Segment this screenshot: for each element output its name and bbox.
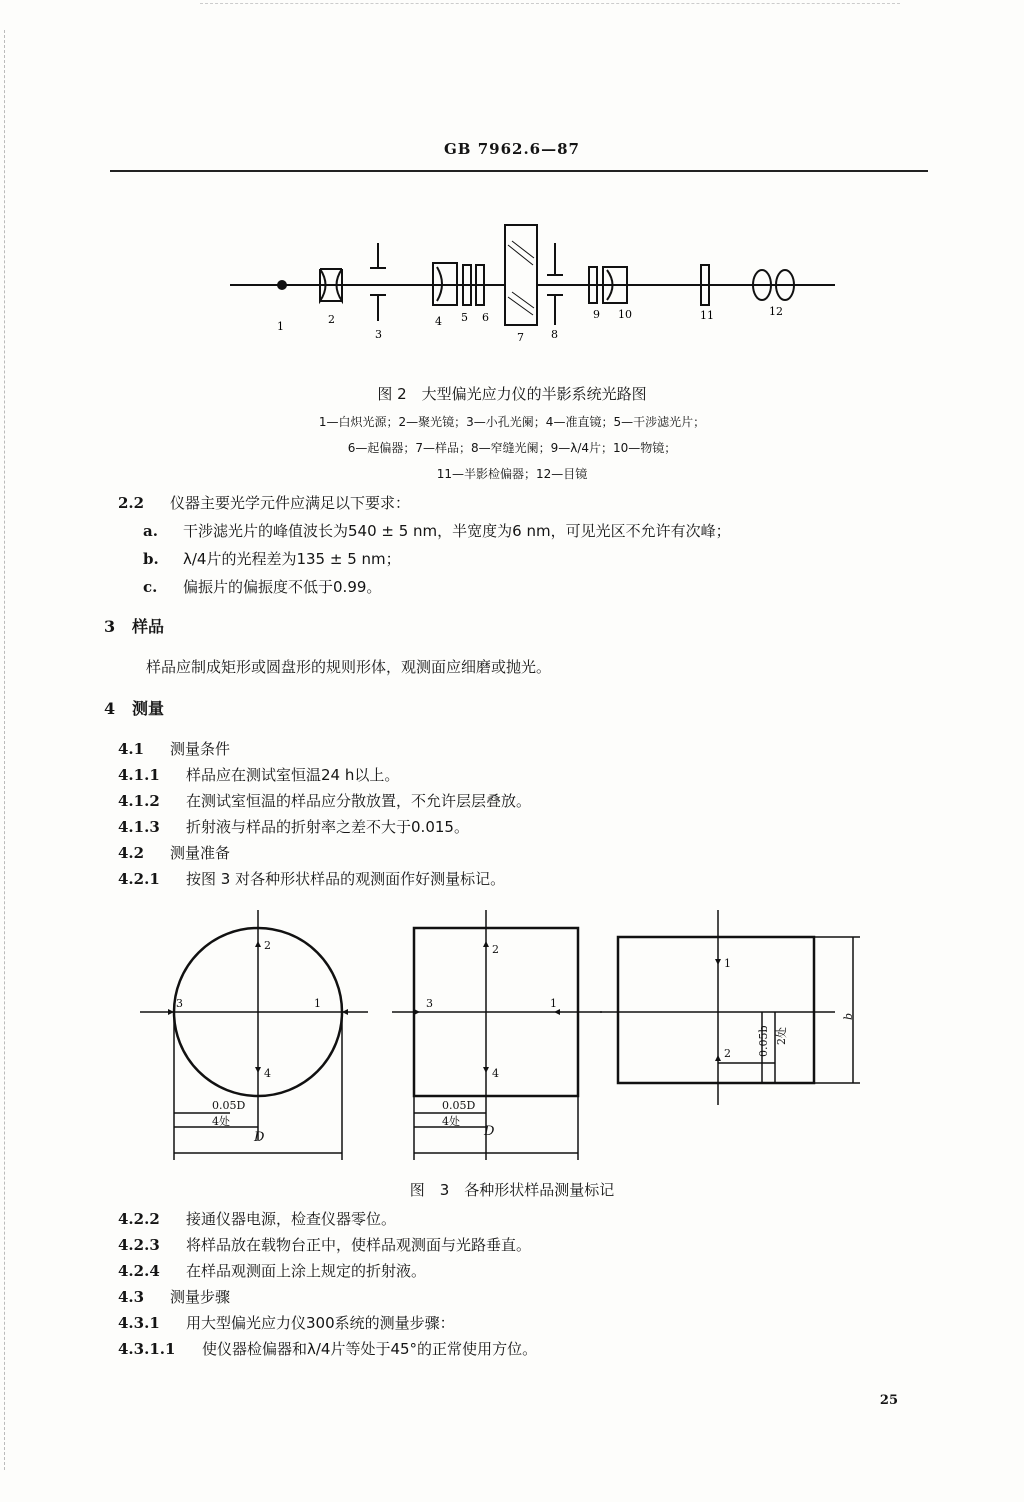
- part-number-label: 2: [328, 313, 335, 326]
- part-number-label: 6: [482, 311, 489, 324]
- list-item-marker: b.: [143, 550, 159, 568]
- clause-text: 接通仪器电源，检查仪器零位。: [186, 1210, 397, 1228]
- pinhole-stop-icon: [370, 243, 386, 321]
- dimension-label: D: [254, 1130, 265, 1145]
- clause-number: 4.2.2: [118, 1210, 160, 1228]
- section-title: 样品: [132, 617, 165, 636]
- clause-text: 折射液与样品的折射率之差不大于0.015。: [186, 818, 469, 836]
- scan-top-line: [200, 3, 900, 4]
- section-4-heading: [104, 696, 164, 719]
- dimension-label: 4处: [442, 1115, 460, 1128]
- figure-2-caption: 图 2 大型偏光应力仪的半影系统光路图: [377, 385, 647, 403]
- figure-2-legend-line: 1—白炽光源；2—聚光镜；3—小孔光阑；4—准直镜；5—干涉滤光片；: [318, 415, 706, 429]
- part-number-label: 12: [769, 305, 783, 318]
- list-item: [143, 548, 401, 569]
- clause-text: 将样品放在载物台正中，使样品观测面与光路垂直。: [186, 1236, 532, 1254]
- clause-number: 4.3: [118, 1288, 145, 1306]
- page-number: 25: [879, 1393, 898, 1408]
- clause: [118, 790, 531, 811]
- part-number-label: 11: [700, 309, 714, 322]
- clause-number: 2.2: [118, 494, 145, 512]
- clause-text: 在测试室恒温的样品应分散放置，不允许层层叠放。: [186, 792, 532, 810]
- clause-text: 测量步骤: [170, 1288, 231, 1306]
- dimension-label: 1: [550, 997, 557, 1010]
- section-3-heading: [104, 614, 164, 637]
- standard-header: GB 7962.6—87: [444, 140, 580, 158]
- dimension-label: 0.05D: [442, 1099, 476, 1112]
- section-3-text: 样品应制成矩形或圆盘形的规则形体，观测面应细磨或抛光。: [146, 658, 552, 676]
- dimension-label: 2: [492, 943, 499, 956]
- clause-number: 4.1.1: [118, 766, 160, 784]
- list-item-text: 干涉滤光片的峰值波长为540 ± 5 nm，半宽度为6 nm，可见光区不允许有次峰；: [183, 522, 731, 540]
- clause: [118, 764, 399, 785]
- clause-text: 在样品观测面上涂上规定的折射液。: [186, 1262, 427, 1280]
- clause-text: 用大型偏光应力仪300系统的测量步骤：: [186, 1314, 455, 1332]
- measurement-marks-figure: [130, 905, 870, 1170]
- part-number-label: 3: [375, 328, 382, 341]
- optical-path-diagram: [225, 215, 845, 345]
- dimension-label: 2: [724, 1047, 731, 1060]
- part-number-label: 1: [277, 320, 284, 333]
- clause-number: 4.3.1: [118, 1314, 160, 1332]
- clause: [118, 1260, 426, 1281]
- clause-number: 4.1: [118, 740, 145, 758]
- dimension-label: 4: [264, 1067, 271, 1080]
- clause: [118, 1286, 230, 1307]
- dimension-label: 4: [492, 1067, 499, 1080]
- list-item-text: 偏振片的偏振度不低于0.99。: [183, 578, 382, 596]
- clause-text: 样品应在测试室恒温24 h以上。: [186, 766, 400, 784]
- clause-text: 仪器主要光学元件应满足以下要求：: [170, 494, 411, 512]
- clause-2-2: [118, 492, 410, 513]
- section-number: 4: [104, 699, 116, 718]
- dimension-label: 4处: [212, 1115, 230, 1128]
- clause: [118, 1208, 396, 1229]
- dimension-label: 3: [426, 997, 433, 1010]
- dimension-label: 1: [314, 997, 321, 1010]
- clause: [118, 1234, 531, 1255]
- clause-number: 4.3.1.1: [118, 1340, 176, 1358]
- clause-text: 按图 3 对各种形状样品的观测面作好测量标记。: [186, 870, 506, 888]
- clause-number: 4.1.3: [118, 818, 160, 836]
- part-number-label: 7: [517, 331, 524, 344]
- clause-text: 使仪器检偏器和λ/4片等处于45°的正常使用方位。: [202, 1340, 538, 1358]
- section-number: 3: [104, 617, 116, 636]
- sample-icon: [505, 225, 537, 325]
- clause-number: 4.1.2: [118, 792, 160, 810]
- list-item-marker: c.: [143, 578, 158, 596]
- figure-3-caption: 图 3 各种形状样品测量标记: [409, 1181, 615, 1199]
- list-item: [143, 576, 381, 597]
- list-item-text: λ/4片的光程差为135 ± 5 nm；: [183, 550, 401, 568]
- figure-2-legend-line: 11—半影检偏器；12—目镜: [436, 467, 588, 481]
- dimension-label: 0.05b: [757, 1025, 770, 1057]
- part-number-label: 5: [461, 311, 468, 324]
- clause: [118, 842, 230, 863]
- clause-number: 4.2.4: [118, 1262, 160, 1280]
- light-source-icon: [277, 280, 287, 290]
- clause-text: 测量准备: [170, 844, 231, 862]
- clause: [118, 816, 469, 837]
- dimension-label: 2: [264, 939, 271, 952]
- dimension-label: b: [842, 1012, 855, 1020]
- clause: [118, 1312, 455, 1333]
- figure-2-legend-line: 6—起偏器；7—样品；8—窄缝光阑；9—λ/4片；10—物镜；: [347, 441, 677, 455]
- rectangle-sample: [600, 910, 860, 1105]
- part-number-label: 8: [551, 328, 558, 341]
- dimension-label: D: [484, 1124, 495, 1139]
- scan-edge-line: [4, 30, 6, 1470]
- part-number-label: 4: [435, 315, 442, 328]
- section-title: 测量: [132, 699, 165, 718]
- clause: [118, 868, 505, 889]
- clause-number: 4.2.1: [118, 870, 160, 888]
- dimension-label: 0.05D: [212, 1099, 246, 1112]
- header-rule: [110, 170, 928, 172]
- list-item: [143, 520, 731, 541]
- clause-number: 4.2.3: [118, 1236, 160, 1254]
- part-number-label: 10: [618, 308, 632, 321]
- clause: [118, 1338, 537, 1359]
- part-number-label: 9: [593, 308, 600, 321]
- clause-number: 4.2: [118, 844, 145, 862]
- dimension-label: 3: [176, 997, 183, 1010]
- clause-text: 测量条件: [170, 740, 231, 758]
- circle-sample: [140, 910, 368, 1160]
- clause: [118, 738, 230, 759]
- list-item-marker: a.: [143, 522, 158, 540]
- dimension-label: 1: [724, 957, 731, 970]
- dimension-label: 2处: [775, 1027, 788, 1045]
